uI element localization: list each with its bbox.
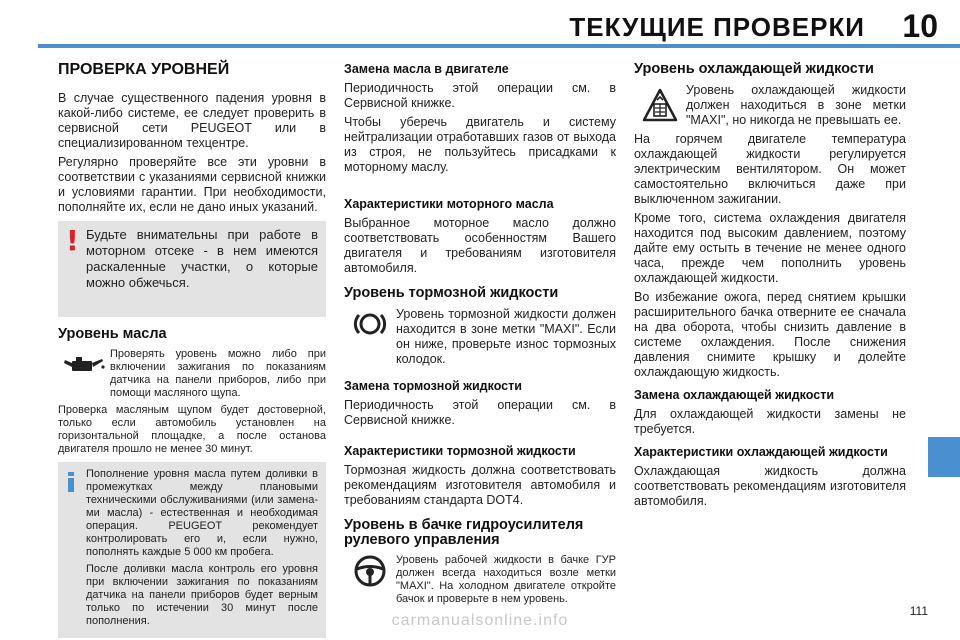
column-left [58,58,326,638]
paragraph: Периодичность этой операции см. в Сервисной книжке. [344,398,616,427]
paragraph: Охлаждающая жидкость должна соответствовать рекомендациям изготовителя автомобиля. [634,464,906,508]
brake-level-block [344,307,616,371]
subsection-title: Замена тормозной жидкости [344,379,522,393]
exclamation-icon: ! [66,224,79,257]
oil-level-block [58,348,326,404]
subsection-title: Уровень тормозной жидкости [344,285,559,301]
paragraph: Во избежание ожога, перед снятием крышки расширительного бачка отверните ее сначала на два оборота, чтобы снизить давление в системе охлаждения. После снижения давления снимите крышку и долейте охлаждающую жидкость. [634,290,906,379]
paragraph: Уровень охлаждающей жидкости должен находиться в зоне метки "MAXI", но никогда не превышать ее. [686,83,906,127]
subsection-title: Уровень охлаждающей жидкости [634,61,874,77]
page-title: ТЕКУЩИЕ ПРОВЕРКИ [569,12,865,42]
paragraph: Уровень тормозной жидкости должен находится в зоне метки "MAXI". Если он ниже, проверьте износ тормозных колодок. [396,307,616,366]
chapter-tab [928,437,960,477]
paragraph: Периодичность этой операции см. в Сервисной книжке. [344,81,616,110]
paragraph: Тормозная жидкость должна соответствовать рекомендациям изготовителя автомобиля и требованиям стандарта DOT4. [344,463,616,507]
coolant-level-block [634,83,906,132]
subsection-title: Замена масла в двигателе [344,62,509,76]
subsection-title: Уровень в бачке гидроусилителя рулевого управления [344,517,584,548]
section-title: ПРОВЕРКА УРОВНЕЙ [58,61,230,78]
subsection-title: Замена охлаждающей жидкости [634,388,835,402]
paragraph: На горячем двигателе температура охлаждающей жидкости регулируется электрическим вентилятором. Он может самостоятельно включиться даже при выключенном зажигании. [634,132,906,206]
paragraph: Уровень рабочей жидкости в бачке ГУР должен всегда находиться возле метки "MAXI". На холодном двигателе откройте бачок и проверьте в нем уровень. [396,554,616,605]
subsection-title: Характеристики охлаждающей жидкости [634,445,888,459]
info-text: Пополнение уровня масла путем доливки в промежутках между плановыми техническими обслуживаниями (или замена-ми масла) - естественная и необходимая операция. PEUGEOT рекомендует контролировать его и, если нужно, пополнять каждые 5 000 км пробега. [86,468,318,558]
paragraph: Чтобы уберечь двигатель и систему нейтрализации отработавших газов от выхода из строя, не пользуйтесь присадками к моторному маслу. [344,115,616,174]
header-rule [38,44,960,48]
watermark: carmanualsonline.info [391,612,569,629]
steering-wheel-icon [344,554,396,588]
coolant-warning-icon [634,83,686,127]
warning-text: Будьте внимательны при работе в моторном отсеке - в нем имеются раскаленные участки, о которые можно обжечься. [86,227,318,290]
oil-can-icon [58,348,110,382]
paragraph: Для охлаждающей жидкости замены не требуется. [634,407,906,436]
brake-warning-icon [344,307,396,341]
page-number: 111 [909,604,928,618]
paragraph: Регулярно проверяйте все эти уровни в соответствии с указаниями сервисной книжки и условиями гарантии. При необходимости, пополняйте их, если не дано иных указаний. [58,155,326,214]
paragraph: Выбранное моторное масло должно соответствовать особенностям Вашего двигателя и требованиям изготовителя автомобиля. [344,216,616,275]
subsection-title: Характеристики тормозной жидкости [344,444,576,458]
warning-box [58,221,326,317]
column-right [634,58,906,513]
subsection-title: Характеристики моторного масла [344,197,554,211]
paragraph: Проверка масляным щупом будет достоверной, только если автомобиль установлен на горизонтальной площадке, а после останова двигателя прошло не менее 30 минут. [58,404,326,455]
info-text: После доливки масла контроль его уровня при включении зажигания по показаниям датчика на панели приборов будет верным только по истечении 30 минут после пополнения. [86,563,318,627]
paragraph: Проверять уровень можно либо при включении зажигания по показаниям датчика на панели приборов, либо при помощи масляного щупа. [110,348,326,399]
paragraph: Кроме того, система охлаждения двигателя находится под высоким давлением, поэтому дайте ему остыть в течение не менее одного часа, прежде чем пополнить уровень охлаждающей жидкости. [634,211,906,285]
info-icon [68,472,74,492]
subsection-title: Уровень масла [58,326,167,342]
steering-level-block [344,554,616,610]
paragraph: В случае существенного падения уровня в какой-либо системе, ее следует проверить в сервисной сети PEUGEOT или в специализированном техцентре. [58,91,326,150]
chapter-number: 10 [902,8,938,44]
column-middle [344,58,616,610]
